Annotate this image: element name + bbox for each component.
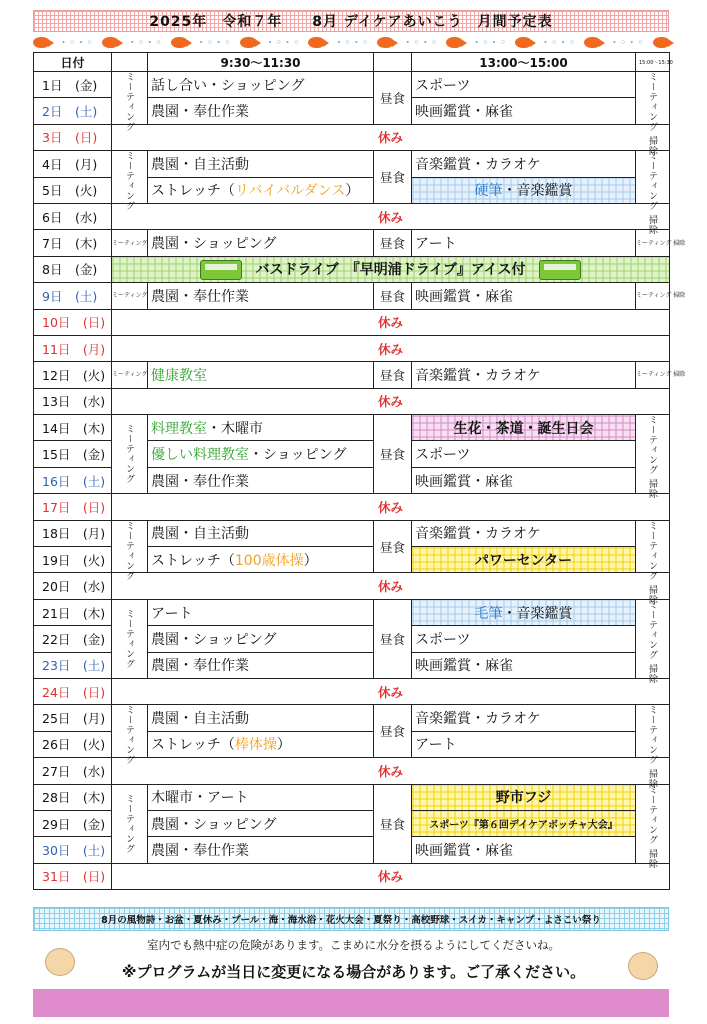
table-row — [34, 335, 670, 361]
pm-side-cell — [636, 784, 670, 869]
pm-cell — [412, 177, 636, 203]
bus-icon — [539, 260, 581, 280]
table-row — [34, 151, 670, 177]
am-cell — [148, 98, 374, 124]
am-cell — [148, 283, 374, 309]
am-activity: 話し合い・ショッピング — [151, 77, 305, 94]
meeting-cell — [112, 520, 148, 581]
am-cell — [148, 731, 374, 757]
am-activity: 農園・自主活動 — [151, 156, 249, 173]
am-cell — [148, 599, 374, 625]
am-activity: 農園・奉仕作業 — [151, 473, 249, 490]
am-activity: ストレッチ（ — [151, 183, 235, 200]
pm-activity: 音楽鑑賞・カラオケ — [415, 526, 541, 543]
date-label: 19日 (火) — [42, 552, 106, 568]
am-cell — [148, 547, 374, 573]
pm-cell — [412, 415, 636, 441]
pm-activity: アート — [415, 737, 457, 754]
pm-side-label: ミーティング 掃除 — [647, 784, 657, 869]
goldfish-icon — [308, 37, 324, 48]
closed-cell — [112, 203, 670, 229]
goldfish-icon — [240, 37, 256, 48]
am-activity-highlight: 優しい料理教室 — [151, 447, 249, 464]
date-cell — [34, 520, 112, 546]
goldfish-icon — [102, 37, 118, 48]
pm-side-label: ミーティング 掃除 — [647, 599, 657, 684]
pm-side-cell — [636, 705, 670, 790]
table-row — [34, 678, 670, 704]
pm-cell — [412, 599, 636, 625]
goldfish-icon — [377, 37, 393, 48]
pm-side-label: ミーティング 掃除 — [647, 151, 657, 236]
pm-activity: スポーツ — [415, 77, 471, 94]
am-activity: 農園・自主活動 — [151, 711, 249, 728]
meeting-label: ミーティング — [124, 608, 134, 669]
pm-side-cell — [636, 520, 670, 605]
closed-label: 休み — [377, 499, 403, 515]
closed-label: 休み — [377, 579, 403, 595]
closed-label: 休み — [377, 341, 403, 357]
date-cell — [34, 151, 112, 177]
pm-side-label: ミーティング 掃除 — [636, 371, 686, 379]
date-label: 14日 (木) — [42, 420, 106, 436]
date-cell — [34, 203, 112, 229]
lunch-cell — [374, 599, 412, 678]
pm-cell — [412, 731, 636, 757]
goldfish-icon — [515, 37, 531, 48]
table-row — [34, 72, 670, 98]
pm-activity: スポーツ — [415, 447, 471, 464]
pm-activity: ・音楽鑑賞 — [502, 183, 573, 200]
date-cell — [34, 309, 112, 335]
am-activity: ストレッチ（ — [151, 737, 235, 754]
closed-cell — [112, 494, 670, 520]
date-label: 23日 (土) — [42, 658, 106, 674]
am-cell — [148, 837, 374, 863]
am-cell — [148, 230, 374, 256]
lunch-label: 昼食 — [379, 816, 405, 832]
table-row — [34, 230, 670, 256]
date-cell — [34, 335, 112, 361]
meeting-cell — [112, 230, 148, 256]
goldfish-icon — [653, 37, 669, 48]
date-cell — [34, 573, 112, 599]
date-cell — [34, 810, 112, 836]
table-header-row — [34, 53, 670, 72]
event-cell — [112, 256, 670, 282]
date-label: 5日 (火) — [42, 183, 98, 199]
date-cell — [34, 652, 112, 678]
am-activity-highlight: 料理教室 — [151, 420, 207, 437]
date-cell — [34, 705, 112, 731]
meeting-label: ミーティング — [112, 371, 148, 379]
date-label: 9日 (土) — [42, 288, 98, 304]
pm-activity-highlight: 毛筆 — [474, 605, 503, 622]
closed-label: 休み — [377, 209, 403, 225]
schedule-table — [33, 52, 686, 890]
date-cell — [34, 626, 112, 652]
pm-activity: 音楽鑑賞・カラオケ — [415, 367, 541, 384]
closed-cell — [112, 335, 670, 361]
pm-cell — [412, 72, 636, 98]
am-cell — [148, 467, 374, 493]
pm-cell — [412, 467, 636, 493]
am-activity: 農園・奉仕作業 — [151, 104, 249, 121]
lunch-cell — [374, 415, 412, 494]
am-cell — [148, 810, 374, 836]
pm-cell — [412, 705, 636, 731]
bus-icon — [200, 260, 242, 280]
date-cell — [34, 177, 112, 203]
pm-activity: スポーツ『第６回デイケアボッチャ大会』 — [429, 820, 618, 832]
date-label: 15日 (金) — [42, 447, 106, 463]
lunch-cell — [374, 283, 412, 309]
closed-cell — [112, 678, 670, 704]
date-label: 1日 (金) — [42, 77, 98, 93]
goldfish-icon — [584, 37, 600, 48]
pm-activity: 映画鑑賞・麻雀 — [415, 843, 513, 860]
meeting-label: ミーティング — [124, 424, 134, 485]
date-label: 10日 (日) — [42, 315, 106, 331]
date-label: 25日 (月) — [42, 711, 106, 727]
am-activity-highlight: リバイバルダンス — [234, 183, 346, 200]
pm-activity: 映画鑑賞・麻雀 — [415, 288, 513, 305]
date-cell — [34, 124, 112, 150]
closed-cell — [112, 573, 670, 599]
date-cell — [34, 678, 112, 704]
pm-activity: ・音楽鑑賞 — [502, 605, 573, 622]
date-cell — [34, 784, 112, 810]
table-row — [34, 256, 670, 282]
date-cell — [34, 283, 112, 309]
pm-cell — [412, 151, 636, 177]
lunch-cell — [374, 784, 412, 863]
lunch-cell — [374, 705, 412, 758]
table-row — [34, 599, 670, 625]
closed-cell — [112, 758, 670, 784]
pm-activity: 映画鑑賞・麻雀 — [415, 104, 513, 121]
lunch-label: 昼食 — [379, 236, 405, 252]
pm-side-cell — [636, 415, 670, 499]
date-cell — [34, 863, 112, 889]
table-row — [34, 388, 670, 414]
closed-label: 休み — [377, 315, 403, 331]
closed-cell — [112, 863, 670, 889]
date-cell — [34, 230, 112, 256]
date-label: 12日 (火) — [42, 367, 106, 383]
closed-label: 休み — [377, 130, 403, 146]
page-title: 2025年 令和７年 8月 デイケアあいこう 月間予定表 — [149, 14, 553, 30]
goldfish-icon — [171, 37, 187, 48]
am-activity: 木曜市・アート — [151, 790, 249, 807]
date-cell — [34, 731, 112, 757]
seasonal-words: 8月の風物詩・お盆・夏休み・プール・海・海水浴・花火大会・夏祭り・高校野球・スイカ・キャンプ・よさこい祭り — [101, 915, 601, 926]
date-label: 22日 (金) — [42, 631, 106, 647]
table-row — [34, 283, 670, 309]
am-cell — [148, 441, 374, 467]
pm-cell — [412, 230, 636, 256]
pm-activity-highlight: 硬筆 — [474, 183, 503, 200]
table-row — [34, 494, 670, 520]
am-activity: 農園・ショッピング — [151, 236, 277, 253]
meeting-label: ミーティング — [124, 520, 134, 581]
pm-activity: 音楽鑑賞・カラオケ — [415, 711, 541, 728]
closed-cell — [112, 388, 670, 414]
am-cell — [148, 784, 374, 810]
meeting-label: ミーティング — [112, 292, 148, 300]
pm-cell — [412, 520, 636, 546]
date-label: 18日 (月) — [42, 526, 106, 542]
am-activity: ・木曜市 — [207, 420, 263, 437]
date-cell — [34, 547, 112, 573]
table-row — [34, 415, 670, 441]
meeting-cell — [112, 415, 148, 494]
closed-label: 休み — [377, 869, 403, 885]
table-row — [34, 705, 670, 731]
table-row — [34, 863, 670, 889]
pm-cell — [412, 837, 636, 863]
pm-side-cell — [636, 283, 686, 309]
date-label: 21日 (木) — [42, 605, 106, 621]
pm-cell — [412, 547, 636, 573]
pm-cell — [412, 362, 636, 388]
date-cell — [34, 599, 112, 625]
am-cell — [148, 177, 374, 203]
pm-cell — [412, 441, 636, 467]
am-cell — [148, 151, 374, 177]
date-label: 31日 (日) — [42, 869, 106, 885]
lunch-label: 昼食 — [379, 447, 405, 463]
pm-side-label: ミーティング 掃除 — [636, 239, 686, 247]
lunch-label: 昼食 — [379, 367, 405, 383]
am-activity-highlight: 棒体操 — [234, 737, 277, 754]
date-label: 17日 (日) — [42, 499, 106, 515]
goldfish-border: ・◦・◦ ・◦・◦ ・◦・◦ ・◦・◦ ・◦・◦ ・◦・◦ ・◦・◦ ・◦・◦ ・◦・◦ — [33, 34, 669, 50]
am-activity: ストレッチ（ — [151, 552, 235, 569]
table-row — [34, 784, 670, 810]
closed-label: 休み — [377, 394, 403, 410]
lunch-label: 昼食 — [379, 90, 405, 106]
date-label: 8日 (金) — [42, 262, 98, 278]
am-activity: 農園・ショッピング — [151, 631, 277, 648]
meeting-label: ミーティング — [112, 239, 148, 247]
date-cell — [34, 837, 112, 863]
pm-side-cell — [636, 362, 686, 388]
meeting-cell — [112, 72, 148, 132]
late-column-header: 15:00～15:30 — [636, 53, 670, 72]
date-label: 16日 (土) — [42, 473, 106, 489]
am-cell — [148, 520, 374, 546]
pm-activity: 音楽鑑賞・カラオケ — [415, 156, 541, 173]
date-cell — [34, 362, 112, 388]
pm-side-label: ミーティング 掃除 — [647, 72, 657, 156]
pm-cell — [412, 626, 636, 652]
pm-cell — [412, 784, 636, 810]
pm-side-label: ミーティング 掃除 — [636, 292, 686, 300]
lunch-cell — [374, 72, 412, 125]
meeting-label: ミーティング — [124, 72, 134, 132]
pm-activity: 生花・茶道・誕生日会 — [453, 420, 594, 437]
seasonal-words-band — [33, 907, 669, 931]
am-cell — [148, 626, 374, 652]
lunch-cell — [374, 520, 412, 573]
am-column-header: 9:30～11:30 — [148, 53, 374, 72]
am-cell — [148, 72, 374, 98]
table-row — [34, 520, 670, 546]
pm-side-label: ミーティング 掃除 — [647, 415, 657, 499]
closed-cell — [112, 309, 670, 335]
pm-side-label: ミーティング 掃除 — [647, 520, 657, 605]
am-cell — [148, 415, 374, 441]
am-activity: アート — [151, 605, 193, 622]
date-cell — [34, 98, 112, 124]
pm-cell — [412, 810, 636, 836]
date-label: 2日 (土) — [42, 104, 98, 120]
meeting-cell — [112, 705, 148, 766]
am-activity: 農園・奉仕作業 — [151, 658, 249, 675]
meeting-label: ミーティング — [124, 705, 134, 766]
date-label: 3日 (日) — [42, 130, 98, 146]
am-activity: 農園・奉仕作業 — [151, 843, 249, 860]
pm-side-cell — [636, 599, 670, 684]
footer-bar — [33, 989, 669, 1017]
pm-activity: 映画鑑賞・麻雀 — [415, 473, 513, 490]
lunch-cell — [374, 151, 412, 204]
lunch-label: 昼食 — [379, 631, 405, 647]
date-label: 27日 (水) — [42, 763, 106, 779]
date-cell — [34, 256, 112, 282]
lunch-label: 昼食 — [379, 724, 405, 740]
date-label: 13日 (水) — [42, 394, 106, 410]
date-label: 29日 (金) — [42, 816, 106, 832]
date-cell — [34, 758, 112, 784]
pm-activity: スポーツ — [415, 631, 471, 648]
goldfish-icon — [446, 37, 462, 48]
am-cell — [148, 705, 374, 731]
meeting-cell — [112, 283, 148, 309]
lunch-cell — [374, 230, 412, 256]
date-cell — [34, 441, 112, 467]
meeting-cell — [112, 599, 148, 678]
program-change-message: ※プログラムが当日に変更になる場合があります。ご了承ください。 — [121, 963, 586, 981]
pm-activity: 野市フジ — [495, 790, 552, 807]
date-cell — [34, 467, 112, 493]
heatstroke-message: 室内でも熱中症の危険があります。こまめに水分を摂るようにしてくださいね。 — [146, 938, 561, 952]
am-activity: ） — [345, 183, 360, 200]
date-cell — [34, 494, 112, 520]
pm-side-cell — [636, 151, 670, 236]
date-label: 20日 (水) — [42, 579, 106, 595]
meeting-cell — [112, 362, 148, 388]
date-cell — [34, 415, 112, 441]
closed-label: 休み — [377, 763, 403, 779]
am-activity: 農園・ショッピング — [151, 816, 277, 833]
pm-cell — [412, 98, 636, 124]
closed-label: 休み — [377, 684, 403, 700]
date-label: 24日 (日) — [42, 684, 106, 700]
am-activity: 農園・自主活動 — [151, 526, 249, 543]
date-label: 30日 (土) — [42, 843, 106, 859]
am-activity: 農園・奉仕作業 — [151, 288, 249, 305]
meeting-label: ミーティング — [124, 793, 134, 854]
am-cell — [148, 362, 374, 388]
event-label: バスドライブ 『早明浦ドライブ』アイス付 — [255, 261, 526, 278]
pm-cell — [412, 652, 636, 678]
date-label: 11日 (月) — [42, 341, 106, 357]
pm-side-cell — [636, 72, 670, 156]
date-label: 26日 (火) — [42, 737, 106, 753]
meeting-cell — [112, 784, 148, 863]
date-label: 6日 (水) — [42, 209, 98, 225]
pm-activity: 映画鑑賞・麻雀 — [415, 658, 513, 675]
pm-column-header: 13:00～15:00 — [412, 53, 636, 72]
lunch-label: 昼食 — [379, 170, 405, 186]
date-column-header: 日付 — [34, 53, 112, 72]
closed-cell — [112, 124, 670, 150]
lunch-cell — [374, 362, 412, 388]
am-activity-highlight: 100歳体操 — [234, 552, 304, 569]
date-label: 4日 (月) — [42, 156, 98, 172]
am-activity: ） — [276, 737, 291, 754]
am-activity: ） — [303, 552, 318, 569]
date-cell — [34, 388, 112, 414]
am-activity: 健康教室 — [151, 367, 207, 384]
lunch-label: 昼食 — [379, 539, 405, 555]
am-activity: ・ショッピング — [249, 447, 347, 464]
pm-side-label: ミーティング 掃除 — [647, 705, 657, 790]
meeting-cell — [112, 151, 148, 212]
table-row — [34, 362, 670, 388]
title-banner — [33, 10, 669, 32]
date-label: 28日 (木) — [42, 790, 106, 806]
meeting-label: ミーティング — [124, 151, 134, 212]
goldfish-icon — [33, 37, 49, 48]
date-cell — [34, 72, 112, 98]
pm-cell — [412, 283, 636, 309]
lunch-label: 昼食 — [379, 288, 405, 304]
date-label: 7日 (木) — [42, 236, 98, 252]
pm-activity: パワーセンター — [474, 552, 573, 569]
table-row — [34, 309, 670, 335]
am-cell — [148, 652, 374, 678]
pm-activity: アート — [415, 236, 457, 253]
